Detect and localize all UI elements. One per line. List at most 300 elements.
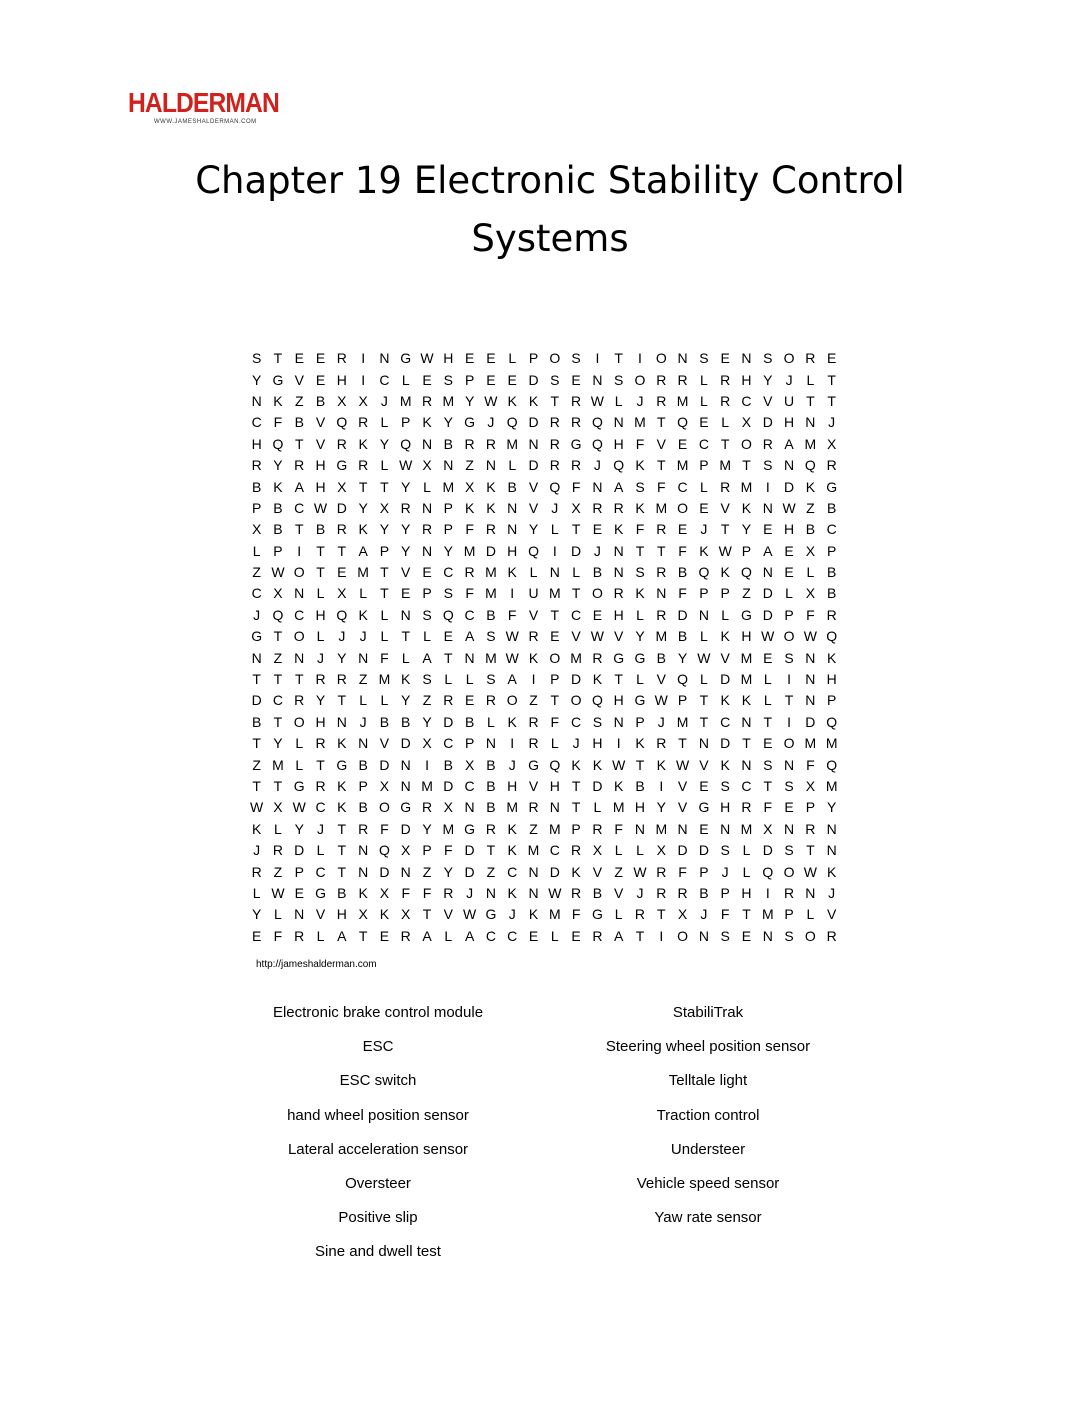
grid-letter: N — [421, 542, 433, 559]
grid-letter: I — [787, 671, 792, 688]
grid-letter: Z — [486, 863, 496, 880]
grid-letter: K — [720, 564, 730, 581]
grid-letter: P — [826, 542, 837, 559]
grid-letter: J — [508, 906, 516, 923]
grid-letter: V — [315, 435, 326, 452]
grid-letter: M — [485, 564, 497, 581]
grid-letter: H — [315, 606, 326, 623]
grid-letter: E — [699, 414, 709, 431]
grid-letter: T — [571, 521, 581, 538]
grid-letter: V — [379, 735, 390, 752]
grid-letter: L — [806, 564, 815, 581]
grid-letter: Z — [273, 863, 283, 880]
grid-letter: I — [616, 735, 621, 752]
grid-letter: R — [592, 820, 603, 837]
grid-letter: Z — [529, 692, 538, 709]
grid-letter: R — [762, 435, 773, 452]
grid-letter: E — [784, 799, 794, 816]
grid-letter: R — [443, 692, 454, 709]
word-list-item: Lateral acceleration sensor — [287, 1140, 469, 1158]
grid-letter: D — [571, 542, 582, 559]
grid-letter: N — [762, 564, 773, 581]
grid-letter: N — [805, 414, 816, 431]
grid-letter: M — [506, 435, 519, 452]
grid-letter: R — [784, 884, 795, 901]
grid-letter: R — [400, 499, 411, 516]
grid-letter: M — [442, 820, 455, 837]
logo-url: WWW.JAMESHALDERMAN.COM — [154, 119, 257, 125]
grid-letter: F — [273, 414, 283, 431]
grid-letter: K — [826, 863, 837, 880]
grid-letter: L — [699, 628, 708, 645]
grid-letter: C — [571, 606, 582, 623]
grid-letter: E — [315, 350, 326, 367]
grid-letter: T — [699, 692, 709, 709]
grid-row — [246, 690, 842, 711]
grid-letter: M — [485, 649, 497, 666]
grid-letter: B — [486, 606, 496, 623]
grid-letter: H — [784, 521, 795, 538]
grid-letter: D — [528, 371, 539, 388]
grid-letter: F — [678, 863, 687, 880]
grid-letter: T — [252, 778, 261, 794]
grid-letter: T — [806, 392, 815, 409]
grid-letter: N — [656, 585, 667, 602]
word-list-item: Vehicle speed sensor — [636, 1174, 780, 1192]
grid-letter: T — [635, 542, 645, 559]
grid-letter: V — [592, 863, 603, 880]
grid-letter: T — [273, 671, 283, 688]
grid-letter: Y — [635, 628, 645, 645]
grid-letter: D — [336, 499, 347, 516]
grid-letter: C — [464, 606, 475, 623]
grid-letter: M — [634, 414, 646, 431]
grid-letter: B — [805, 521, 816, 538]
grid-letter: Q — [804, 457, 816, 474]
grid-letter: V — [656, 435, 666, 452]
grid-letter: Y — [741, 521, 752, 538]
grid-letter: L — [742, 863, 751, 880]
grid-letter: R — [656, 564, 667, 581]
grid-letter: X — [358, 392, 368, 409]
grid-letter: R — [315, 671, 326, 688]
grid-letter: O — [549, 649, 561, 666]
grid-letter: G — [613, 649, 625, 666]
grid-letter: V — [677, 799, 688, 816]
grid-letter: R — [464, 564, 475, 581]
grid-letter: K — [635, 499, 645, 516]
grid-letter: P — [571, 820, 581, 837]
grid-letter: N — [421, 499, 433, 516]
grid-letter: M — [761, 906, 774, 923]
grid-letter: P — [784, 906, 794, 923]
grid-letter: A — [763, 542, 773, 559]
grid-letter: W — [463, 906, 477, 923]
grid-letter: K — [358, 606, 368, 623]
grid-letter: R — [656, 863, 667, 880]
grid-letter: T — [294, 671, 304, 688]
grid-letter: R — [421, 799, 433, 816]
grid-letter: T — [294, 435, 304, 452]
grid-letter: K — [635, 735, 645, 752]
grid-letter: T — [827, 371, 836, 388]
grid-letter: N — [613, 542, 624, 559]
word-list-item: Understeer — [670, 1140, 746, 1158]
grid-letter: M — [655, 820, 668, 837]
grid-letter: G — [634, 649, 646, 666]
grid-letter: O — [506, 692, 518, 709]
grid-letter: L — [550, 735, 559, 752]
grid-letter: C — [294, 606, 305, 623]
grid-letter: Y — [464, 392, 475, 409]
grid-letter: K — [337, 735, 347, 752]
grid-letter: X — [763, 820, 773, 837]
grid-letter: Z — [529, 820, 538, 837]
grid-letter: B — [464, 713, 475, 730]
grid-letter: N — [741, 713, 752, 730]
grid-letter: E — [294, 350, 304, 367]
grid-letter: C — [826, 521, 837, 538]
grid-letter: E — [784, 564, 794, 581]
grid-letter: T — [337, 692, 347, 709]
grid-letter: M — [527, 842, 540, 859]
grid-letter: T — [273, 350, 283, 367]
grid-letter: G — [315, 884, 326, 901]
grid-letter: E — [699, 499, 709, 516]
grid-letter: F — [635, 521, 645, 538]
grid-letter: J — [380, 392, 388, 409]
grid-letter: R — [485, 521, 496, 538]
grid-letter: K — [741, 499, 752, 516]
grid-letter: Q — [677, 671, 689, 688]
grid-letter: E — [720, 350, 730, 367]
grid-letter: Q — [378, 842, 390, 859]
grid-letter: K — [720, 692, 730, 709]
grid-letter: V — [677, 778, 688, 794]
grid-letter: J — [828, 884, 836, 901]
grid-letter: W — [313, 499, 328, 516]
grid-letter: Q — [591, 414, 603, 431]
grid-letter: I — [659, 778, 664, 794]
grid-letter: W — [654, 692, 668, 709]
grid-letter: J — [508, 756, 516, 773]
grid-letter: K — [507, 884, 517, 901]
grid-letter: T — [316, 564, 325, 581]
grid-letter: J — [593, 542, 601, 559]
grid-letter: B — [592, 884, 603, 901]
grid-letter: R — [720, 478, 731, 495]
grid-letter: S — [571, 350, 581, 367]
grid-letter: E — [464, 350, 475, 367]
grid-letter: I — [361, 350, 366, 367]
grid-letter: X — [443, 799, 453, 816]
grid-letter: O — [783, 863, 795, 880]
grid-letter: P — [358, 778, 368, 794]
grid-row — [246, 840, 842, 861]
grid-letter: Y — [379, 435, 390, 452]
grid-letter: F — [422, 884, 432, 901]
grid-letter: I — [510, 735, 515, 752]
grid-letter: B — [337, 884, 347, 901]
grid-letter: Q — [549, 478, 561, 495]
grid-letter: M — [378, 671, 391, 688]
grid-letter: S — [443, 585, 453, 602]
grid-letter: M — [463, 542, 476, 559]
grid-letter: F — [720, 906, 730, 923]
grid-letter: Y — [401, 542, 411, 559]
grid-letter: J — [721, 863, 729, 880]
grid-letter: L — [359, 585, 368, 602]
grid-letter: T — [571, 585, 581, 602]
grid-letter: J — [700, 521, 708, 538]
grid-letter: L — [550, 521, 559, 538]
grid-letter: X — [337, 392, 347, 409]
grid-letter: A — [614, 478, 624, 495]
grid-letter: T — [316, 542, 325, 559]
grid-letter: W — [718, 542, 732, 559]
grid-letter: L — [785, 585, 793, 602]
grid-letter: I — [361, 371, 366, 388]
grid-letter: Y — [656, 799, 666, 816]
grid-letter: E — [528, 927, 539, 944]
grid-letter: Y — [401, 478, 411, 495]
grid-letter: I — [659, 927, 664, 944]
grid-letter: B — [507, 478, 517, 495]
grid-letter: N — [720, 820, 731, 837]
grid-letter: N — [741, 350, 752, 367]
grid-letter: L — [508, 457, 517, 474]
grid-letter: P — [699, 457, 709, 474]
grid-letter: N — [613, 713, 624, 730]
grid-letter: D — [698, 842, 709, 859]
grid-letter: H — [592, 735, 603, 752]
grid-letter: R — [528, 713, 539, 730]
grid-letter: J — [828, 414, 836, 431]
grid-letter: L — [593, 799, 602, 816]
grid-letter: V — [528, 499, 539, 516]
grid-letter: G — [336, 756, 348, 773]
grid-letter: S — [720, 778, 730, 794]
grid-letter: O — [677, 927, 689, 944]
grid-letter: L — [636, 842, 644, 859]
grid-letter: N — [762, 927, 773, 944]
grid-letter: P — [401, 414, 411, 431]
grid-letter: S — [635, 478, 645, 495]
grid-letter: K — [464, 499, 475, 516]
grid-letter: R — [336, 521, 347, 538]
grid-letter: H — [251, 435, 262, 452]
grid-letter: N — [400, 863, 411, 880]
grid-letter: Y — [677, 649, 688, 666]
grid-letter: R — [656, 521, 667, 538]
grid-letter: L — [401, 649, 410, 666]
grid-letter: N — [251, 649, 262, 666]
grid-letter: N — [741, 756, 752, 773]
grid-letter: X — [379, 499, 390, 516]
grid-letter: T — [444, 649, 453, 666]
grid-letter: W — [505, 649, 519, 666]
grid-letter: R — [677, 884, 688, 901]
grid-letter: Y — [273, 457, 283, 474]
grid-letter: Z — [252, 564, 261, 581]
grid-letter: L — [614, 392, 623, 409]
grid-letter: D — [762, 414, 773, 431]
grid-letter: C — [315, 799, 326, 816]
grid-letter: R — [421, 392, 433, 409]
grid-letter: E — [784, 542, 794, 559]
grid-letter: K — [614, 521, 624, 538]
grid-letter: H — [336, 906, 347, 923]
grid-letter: X — [401, 842, 411, 859]
grid-letter: Q — [826, 713, 838, 730]
grid-letter: Q — [549, 756, 561, 773]
grid-letter: O — [634, 371, 646, 388]
grid-letter: K — [337, 778, 347, 794]
grid-letter: B — [592, 564, 603, 581]
grid-letter: R — [336, 435, 347, 452]
grid-letter: H — [613, 692, 624, 709]
grid-letter: B — [251, 713, 262, 730]
grid-letter: Q — [506, 414, 518, 431]
grid-letter: B — [677, 564, 688, 581]
grid-letter: J — [785, 371, 793, 388]
grid-letter: R — [613, 585, 624, 602]
grid-letter: W — [505, 628, 519, 645]
grid-letter: O — [741, 435, 752, 452]
grid-letter: S — [251, 350, 262, 367]
grid-letter: W — [803, 628, 817, 645]
grid-letter: E — [507, 371, 517, 388]
grid-letter: C — [443, 735, 454, 752]
grid-row — [246, 391, 842, 412]
grid-letter: Y — [379, 521, 390, 538]
grid-letter: J — [636, 884, 644, 901]
grid-letter: B — [486, 799, 496, 816]
grid-row — [246, 626, 842, 647]
grid-letter: Z — [252, 756, 261, 773]
grid-letter: R — [826, 457, 837, 474]
grid-letter: B — [315, 392, 326, 409]
grid-row — [246, 562, 842, 583]
grid-letter: L — [763, 671, 772, 688]
grid-letter: J — [253, 606, 261, 623]
grid-letter: H — [741, 371, 752, 388]
grid-letter: A — [337, 927, 347, 944]
grid-letter: V — [826, 906, 837, 923]
grid-letter: K — [592, 671, 603, 688]
grid-letter: K — [507, 842, 517, 859]
grid-letter: Y — [422, 820, 432, 837]
grid-letter: G — [400, 350, 412, 367]
grid-letter: Y — [358, 499, 368, 516]
grid-letter: X — [251, 521, 262, 538]
grid-letter: H — [315, 478, 326, 495]
grid-letter: B — [677, 628, 688, 645]
grid-letter: J — [551, 499, 559, 516]
grid-letter: M — [399, 392, 412, 409]
grid-letter: X — [805, 585, 816, 602]
grid-letter: D — [784, 478, 795, 495]
grid-letter: L — [380, 606, 389, 623]
grid-letter: G — [272, 371, 284, 388]
word-list-item: Steering wheel position sensor — [605, 1038, 811, 1056]
grid-letter: G — [741, 606, 752, 623]
grid-letter: L — [763, 692, 772, 709]
grid-letter: I — [531, 671, 536, 688]
grid-letter: W — [782, 499, 796, 516]
grid-letter: M — [676, 457, 689, 474]
grid-letter: P — [550, 671, 560, 688]
grid-letter: C — [698, 435, 709, 452]
grid-letter: J — [338, 628, 346, 645]
grid-letter: P — [528, 350, 539, 367]
grid-letter: G — [400, 799, 412, 816]
grid-letter: E — [401, 585, 411, 602]
grid-letter: L — [444, 671, 453, 688]
grid-row — [246, 712, 842, 733]
grid-letter: N — [592, 371, 603, 388]
grid-letter: T — [699, 713, 709, 730]
grid-letter: M — [804, 735, 817, 752]
grid-letter: W — [292, 799, 306, 816]
word-list-item: StabiliTrak — [672, 1004, 744, 1021]
grid-letter: R — [571, 392, 582, 409]
grid-letter: V — [315, 414, 326, 431]
grid-letter: E — [571, 371, 581, 388]
grid-letter: S — [784, 649, 794, 666]
grid-letter: M — [570, 649, 582, 666]
grid-letter: L — [550, 927, 559, 944]
grid-letter: K — [656, 756, 666, 773]
grid-letter: N — [507, 521, 518, 538]
grid-row — [246, 583, 842, 604]
grid-letter: Y — [401, 521, 411, 538]
grid-letter: K — [699, 542, 709, 559]
grid-letter: G — [464, 820, 476, 837]
grid-letter: T — [422, 906, 432, 923]
grid-letter: B — [699, 884, 709, 901]
grid-letter: L — [401, 371, 410, 388]
grid-letter: X — [337, 478, 347, 495]
grid-row — [246, 412, 842, 433]
grid-letter: B — [486, 756, 496, 773]
grid-letter: O — [378, 799, 390, 816]
grid-row — [246, 904, 842, 925]
grid-letter: Q — [336, 606, 348, 623]
grid-letter: R — [826, 606, 837, 623]
grid-letter: Q — [741, 564, 752, 581]
grid-letter: X — [401, 906, 411, 923]
grid-letter: R — [656, 606, 667, 623]
grid-letter: L — [316, 628, 325, 645]
grid-letter: N — [549, 564, 560, 581]
grid-letter: P — [826, 692, 837, 709]
grid-letter: R — [251, 457, 262, 474]
grid-letter: G — [293, 778, 305, 794]
grid-letter: Q — [272, 606, 284, 623]
grid-letter: N — [805, 692, 816, 709]
grid-letter: N — [485, 457, 496, 474]
grid-letter: E — [763, 521, 773, 538]
grid-letter: X — [422, 735, 432, 752]
grid-row — [246, 455, 842, 476]
grid-letter: S — [635, 564, 645, 581]
grid-letter: V — [315, 906, 326, 923]
grid-letter: Y — [337, 649, 347, 666]
grid-letter: R — [571, 414, 582, 431]
grid-letter: T — [401, 628, 410, 645]
grid-letter: Q — [762, 863, 774, 880]
